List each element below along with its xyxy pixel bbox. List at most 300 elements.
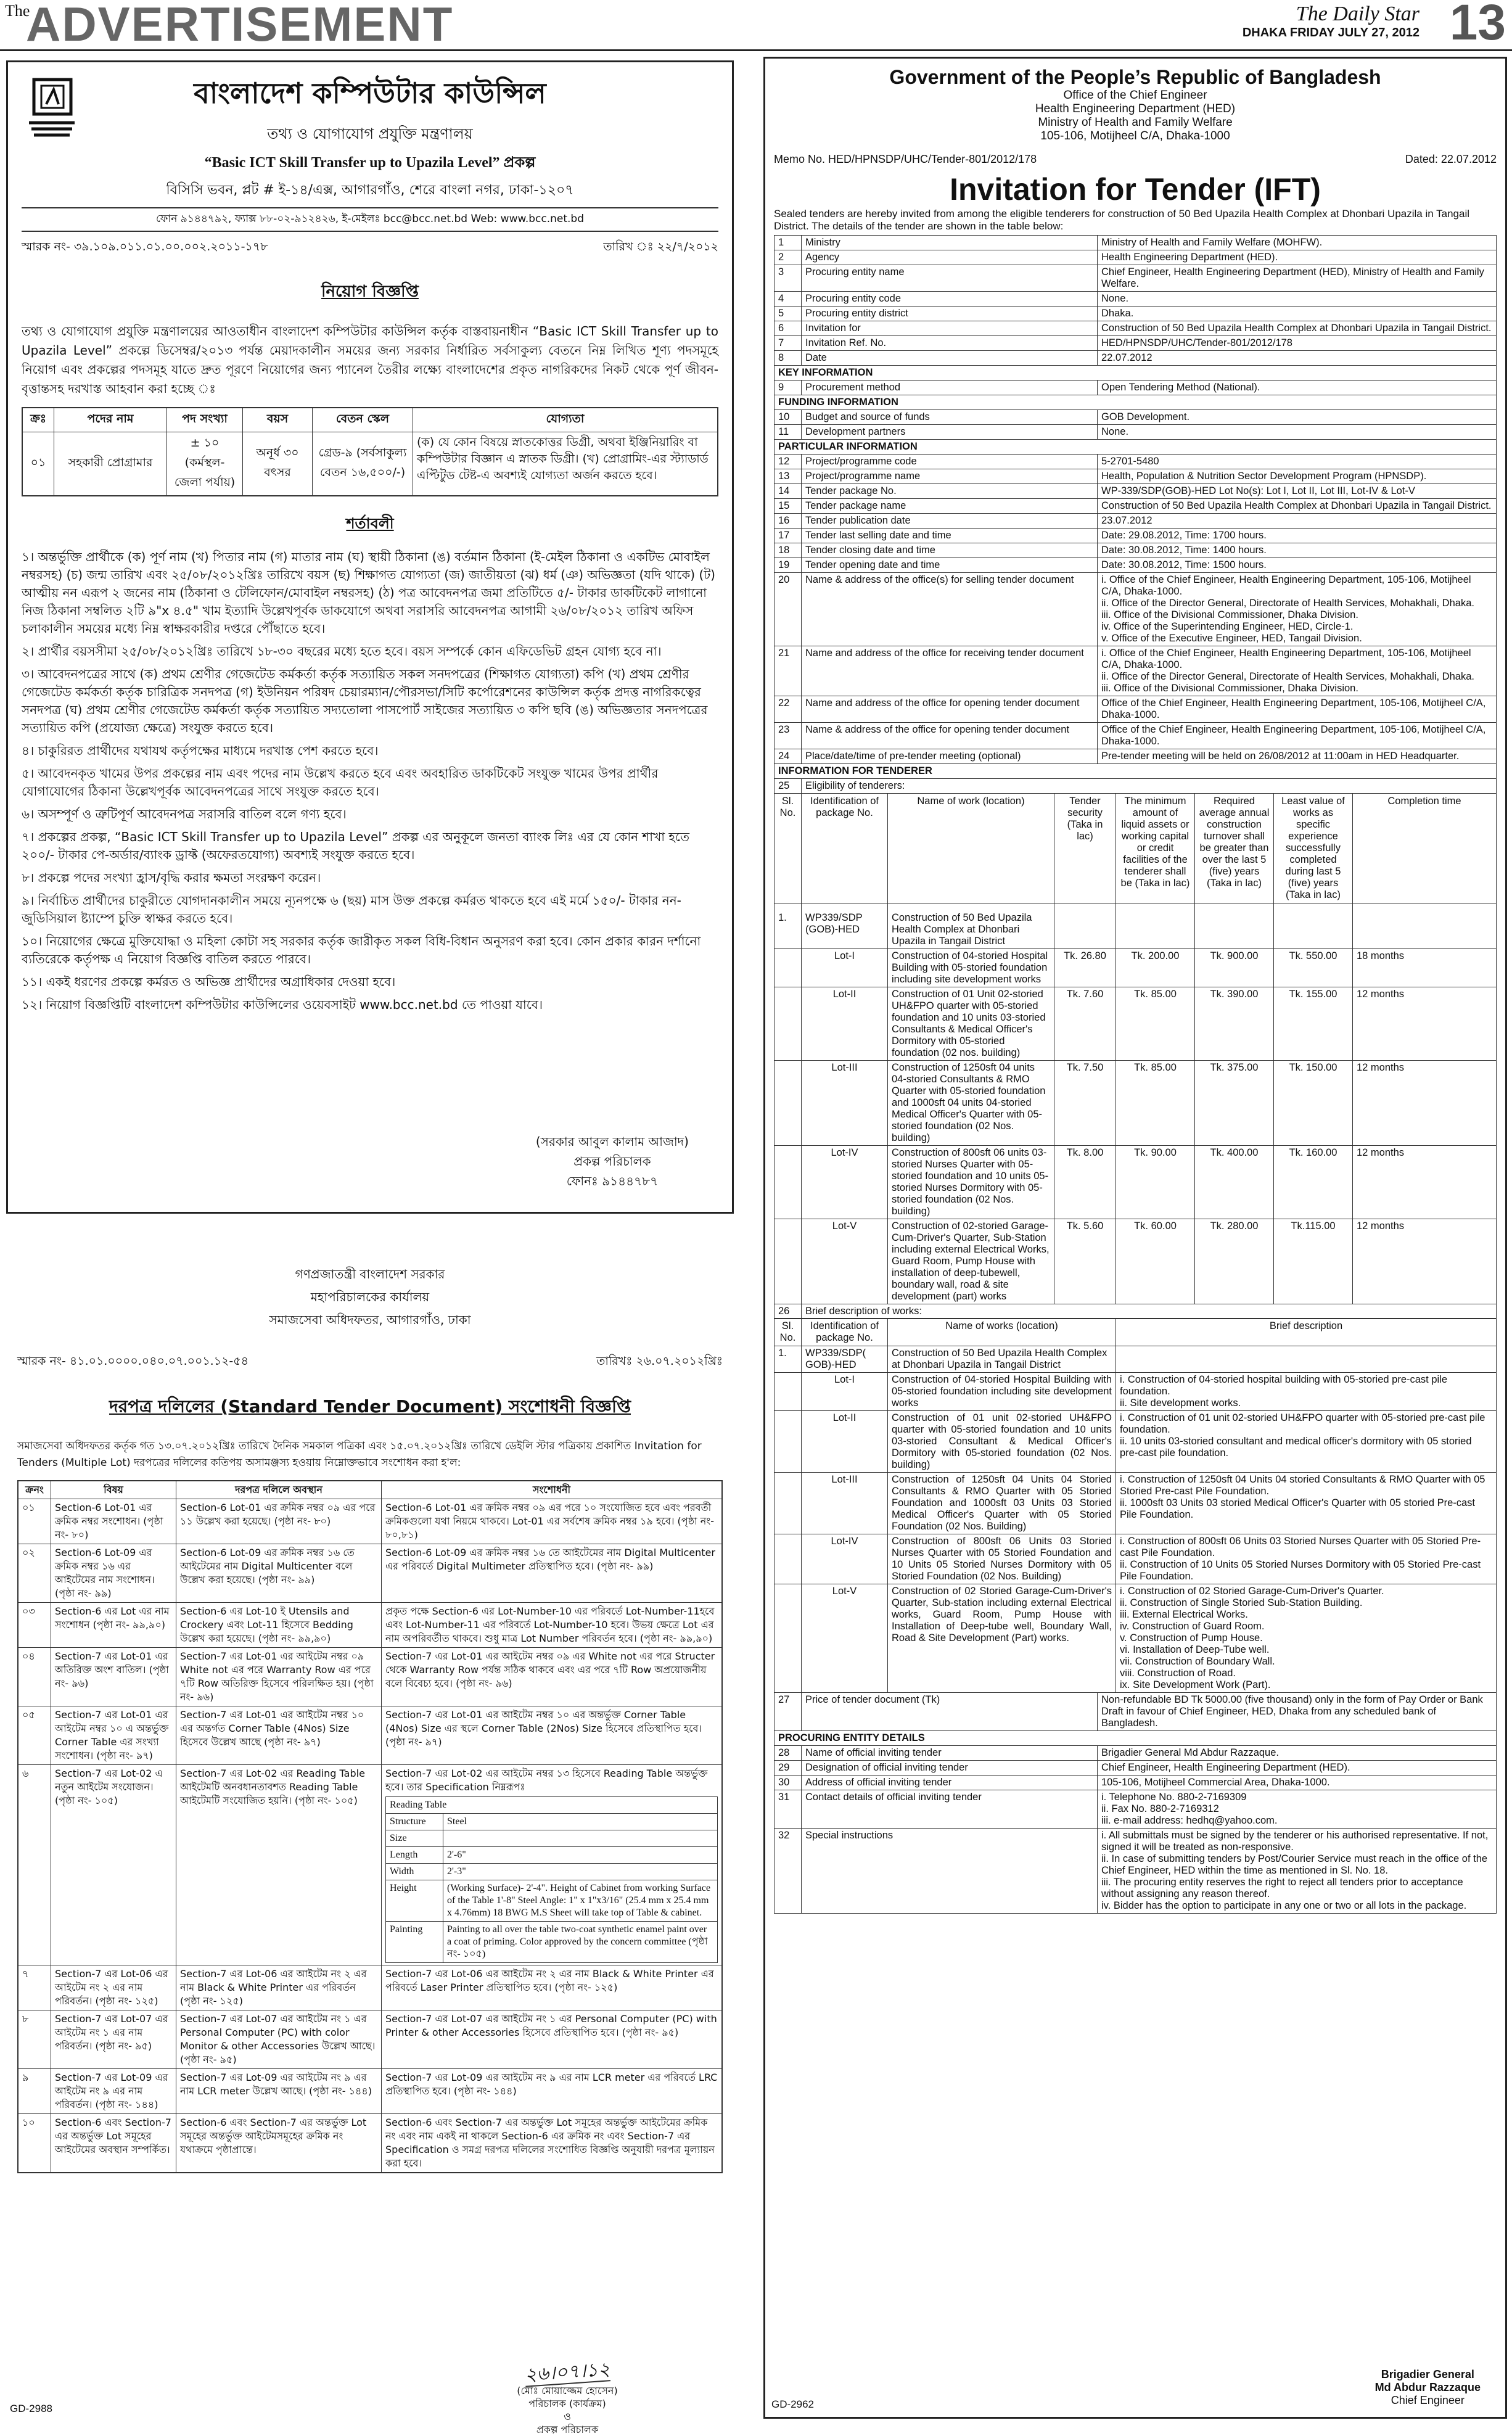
condition-item: ৭। প্রকল্পের প্রকল্প, “Basic ICT Skill Transfer up to Upazila Level” প্রকল্প এর অনুকূলে জনতা ব্যাংক লিঃ এর যে কোন শাখা হতে ২০০/- টাকার পে-অর্ডার/ব্যাংক ড্রাফ্ট (অফেরতযোগ্য) অবশ্যই সংযুক্ত করতে হবে। bbox=[22, 829, 689, 862]
cell-sl bbox=[774, 1411, 802, 1473]
cell-turnover: Tk. 280.00 bbox=[1195, 1219, 1274, 1304]
cell-revision bbox=[382, 1765, 723, 1965]
cell-subject: Section-7 এর Lot-06 এর আইটেম নং ২ এর নাম পরিবর্তন। (পৃষ্ঠা নং- ১২৫) bbox=[51, 1965, 176, 2010]
row-value bbox=[1098, 1828, 1497, 1913]
cell-liquid-assets: Tk. 85.00 bbox=[1116, 1060, 1195, 1145]
row-value: HED/HPNSDP/UHC/Tender-801/2012/178 bbox=[1098, 336, 1497, 351]
spec-value: 2'-3" bbox=[443, 1864, 718, 1880]
cell-package: WP339/SDP( GOB)-HED bbox=[802, 1346, 888, 1373]
bcc-notice-title: নিয়োগ বিজ্ঞপ্তি bbox=[321, 282, 419, 301]
row-value: Chief Engineer, Health Engineering Department (HED). bbox=[1098, 1760, 1497, 1775]
amend-dept: সমাজসেবা অধিদফতর, আগারগাঁও, ঢাকা bbox=[269, 1312, 471, 1327]
condition-item: ৯। নির্বাচিত প্রার্থীদের চাকুরীতে যোগদানকালীন সময়ে ন্যূনপক্ষে ৬ (ছয়) মাস উক্ত প্রকল্পে কর্মরত থাকতে হবে এই মর্মে ১৫০/- টাকার নন-জুডিসিয়াল ষ্ট্যাম্পে চুক্তি স্বাক্ষর করতে হবে। bbox=[22, 893, 681, 926]
cell-liquid-assets: Tk. 85.00 bbox=[1116, 987, 1195, 1060]
table-row bbox=[18, 1499, 722, 1544]
amend-signer-title: পরিচালক (কার্যক্রম) bbox=[528, 2398, 606, 2409]
ift-ad-code: GD-2962 bbox=[771, 2398, 814, 2410]
row-value bbox=[1098, 1790, 1497, 1828]
ift-address: 105-106, Motijheel C/A, Dhaka-1000 bbox=[1040, 130, 1230, 142]
cell-sl bbox=[774, 1473, 802, 1534]
row-label: Procuring entity district bbox=[802, 307, 1098, 321]
row-value: WP-339/SDP(GOB)-HED Lot No(s): Lot I, Lot II, Lot III, Lot-IV & Lot-V bbox=[1098, 484, 1497, 499]
cell-completion: 12 months bbox=[1353, 1145, 1497, 1219]
cell-security: Tk. 7.60 bbox=[1054, 987, 1116, 1060]
cell-lot: Lot-I bbox=[802, 1373, 888, 1411]
table-row bbox=[774, 1346, 1497, 1373]
row-value bbox=[1098, 646, 1497, 696]
cell-age: অনূর্ধ ৩০ বৎসর bbox=[243, 432, 313, 496]
list-item: i. Construction of 04-storied hospital building with 05-storied pre-cast pile foundation. bbox=[1120, 1374, 1448, 1397]
row-label: Tender opening date and time bbox=[802, 558, 1098, 573]
condition-item: ১২। নিয়োগ বিজ্ঞপ্তিটি বাংলাদেশ কম্পিউটার কাউন্সিলের ওয়েবসাইট www.bcc.net.bd তে পাওয়া যাবে। bbox=[22, 997, 543, 1012]
col-header: Identification of package No. bbox=[802, 793, 888, 903]
cell-sl bbox=[774, 1584, 802, 1693]
bcc-conditions-title: শর্তাবলী bbox=[346, 515, 394, 532]
row-value: Health Engineering Department (HED). bbox=[1098, 250, 1497, 265]
row-number: 5 bbox=[774, 307, 802, 321]
row-number: 31 bbox=[774, 1790, 802, 1828]
cell-lot: Lot-II bbox=[802, 1411, 888, 1473]
row-value: Pre-tender meeting will be held on 26/08/2012 at 11:00am in HED Headquarter. bbox=[1098, 749, 1497, 764]
table-row bbox=[774, 573, 1497, 646]
cell-lot: Lot-III bbox=[802, 1473, 888, 1534]
cell-sl bbox=[774, 987, 802, 1060]
cell-work: Construction of 02 Storied Garage-Cum-Driver's Quarter, Sub-station including external Electrical works, Guard Room, Pump House with Installation of Deep-tube well, Boundary Wall, Road & Site Development (Part) works. bbox=[888, 1584, 1116, 1693]
invitation-for-tender-ad bbox=[763, 57, 1507, 2419]
bcc-recruitment-ad bbox=[6, 60, 734, 1214]
table-row bbox=[774, 1828, 1497, 1913]
cell-position: Section-7 এর Lot-02 এর Reading Table আইটেমটি অনবধানতাবশত Reading Table আইটেমটি সংযোজিত হয়নি। (পৃষ্ঠা নং- ১০৫) bbox=[176, 1765, 382, 1965]
table-row bbox=[774, 250, 1497, 265]
cell-revision: Section-7 এর Lot-01 এর আইটেম নম্বর ০৯ এর White not এর পরে Structer থেকে Warranty Row পর্যন্ত সঠিক থাকবে এবং এর পরে ৭টি Row অপ্রয়োজনীয় বলে বিবেচ্য হবে। (পৃষ্ঠা নং- ৯৬) bbox=[382, 1648, 723, 1706]
cell-sl: ০১ bbox=[22, 432, 54, 496]
col-header: Identification of package No. bbox=[802, 1319, 888, 1346]
table-row bbox=[774, 903, 1497, 948]
row-number: 10 bbox=[774, 410, 802, 425]
table-row bbox=[774, 514, 1497, 529]
table-row bbox=[774, 1145, 1497, 1219]
col-header: The minimum amount of liquid assets or working capital or credit facilities of the tenderer shall be (Taka in lac) bbox=[1116, 793, 1195, 903]
ift-eligibility-table bbox=[774, 793, 1497, 1319]
list-item: ii. 10 units 03-storied consultant and medical officer's dormitory with 05 storied pre-cast pile foundation. bbox=[1120, 1436, 1472, 1459]
row-label: Ministry bbox=[802, 236, 1098, 250]
condition-item: ৫। আবেদনকৃত খামের উপর প্রকল্পের নাম এবং পদের নাম উল্লেখ করতে হবে এবং অবহারিত ডাকটিকেট সংযুক্ত খামের উপর প্রার্থীর যোগাযোগের ঠিকানা উল্লেখপূর্বক আবেদনপত্রের সাথে সংযুক্ত করতে হবে। bbox=[22, 766, 659, 799]
row-number: 20 bbox=[774, 573, 802, 646]
col-header: Name of work (location) bbox=[888, 793, 1054, 903]
table-row bbox=[774, 321, 1497, 336]
row-label: Price of tender document (Tk) bbox=[802, 1692, 1098, 1730]
condition-item: ৩। আবেদনপত্রের সাথে (ক) প্রথম শ্রেণীর গেজেটেড কর্মকর্তা কর্তৃক সত্যায়িত সকল সনদপত্রের (শিক্ষাগত যোগ্যতা) কপি (খ) প্রথম শ্রেণীর গেজেটেড কর্মকর্তা কর্তৃক চারিত্রিক সনদপত্র (গ) ইউনিয়ন পরিষদ চেয়ারম্যান/পৌরসভা/সিটি কর্পোরেশনের কাউন্সিল কর্তৃক প্রদত্ত নাগরিকত্বের সনদপত্র (ঘ) প্রথম শ্রেণীর গেজেটেড কর্মকর্তা কর্তৃক সত্যায়িত সদ্যতোলা পাসপোর্ট সাইজের সত্যায়িত ৩ কপি ছবি (ঙ) অভিজ্ঞতার সনদপত্রের সত্যায়িত কপি (প্রযোজ্য ক্ষেত্রে) সংযুক্ত করতে হবে। bbox=[22, 667, 708, 735]
row-number: 8 bbox=[774, 351, 802, 366]
cell-experience: Tk. 150.00 bbox=[1274, 1060, 1353, 1145]
cell-liquid-assets: Tk. 60.00 bbox=[1116, 1219, 1195, 1304]
list-item: iii. e-mail address: hedhq@yahoo.com. bbox=[1101, 1814, 1278, 1826]
bcc-logo bbox=[25, 76, 81, 150]
ift-main-table bbox=[774, 235, 1497, 794]
cell-revision: Section-6 Lot-01 এর ক্রমিক নম্বর ০৯ এর পরে ১০ সংযোজিত হবে এবং পরবর্তী ক্রমিকগুলো যথা নিয়মে থাকবে। Lot-01 এর সর্বশেষ ক্রমিক নম্বর ১৯ হবে। (পৃষ্ঠা নং- ৮০,৮১) bbox=[382, 1499, 723, 1544]
bcc-memo: স্মারক নং- ৩৯.১০৯.০১১.০১.০০.০০২.২০১১-১৭৮ bbox=[22, 240, 268, 253]
row-label: Tender package name bbox=[802, 499, 1098, 514]
row-label: Project/programme name bbox=[802, 469, 1098, 484]
list-item: ii. Office of the Director General, Directorate of Health Services, Mohakhali, Dhaka. bbox=[1101, 598, 1474, 609]
list-item: iii. Office of the Divisional Commissioner, Dhaka Division. bbox=[1101, 683, 1358, 694]
table-row bbox=[774, 455, 1497, 469]
list-item: ii. Site development works. bbox=[1120, 1397, 1241, 1409]
row-value: Non-refundable BD Tk 5000.00 (five thousand) only in the form of Pay Order or Bank Draft in favour of Chief Engineer, HED, Dhaka from any scheduled bank of Bangladesh. bbox=[1098, 1692, 1497, 1730]
row-number: 18 bbox=[774, 543, 802, 558]
ift-office: Office of the Chief Engineer bbox=[1063, 89, 1207, 102]
amend-signer-role: প্রকল্প পরিচালক bbox=[536, 2424, 599, 2435]
row-label: Name of official inviting tender bbox=[802, 1745, 1098, 1760]
list-item: iii. The procuring entity reserves the right to reject all tenders prior to acceptance without assigning any reason thereof. bbox=[1101, 1876, 1463, 1899]
bcc-conditions bbox=[22, 548, 718, 1014]
table-row bbox=[774, 749, 1497, 764]
ift-section-tenderer: INFORMATION FOR TENDERER bbox=[774, 764, 1497, 779]
list-item: i. Office of the Chief Engineer, Health Engineering Department, 105-106, Motijheel C/A, Dhaka-1000. bbox=[1101, 574, 1471, 597]
ift-signer-name: Md Abdur Razzaque bbox=[1374, 2381, 1481, 2393]
cell-lot: Lot-II bbox=[802, 987, 888, 1060]
row-value bbox=[1098, 573, 1497, 646]
row-value: Construction of 50 Bed Upazila Health Complex at Dhonbari Upazila in Tangail District. bbox=[1098, 321, 1497, 336]
list-item: ii. Fax No. 880-2-7169312 bbox=[1101, 1803, 1219, 1814]
ift-signer-rank: Brigadier General bbox=[1381, 2368, 1474, 2380]
cell-sl bbox=[774, 1219, 802, 1304]
row-label: Name and address of the office for receiving tender document bbox=[802, 646, 1098, 696]
row-value: Dhaka. bbox=[1098, 307, 1497, 321]
row-number: 14 bbox=[774, 484, 802, 499]
row-value: GOB Development. bbox=[1098, 410, 1497, 425]
table-row bbox=[774, 1775, 1497, 1790]
row-value: Ministry of Health and Family Welfare (MOHFW). bbox=[1098, 236, 1497, 250]
cell-security: Tk. 7.50 bbox=[1054, 1060, 1116, 1145]
cell-description bbox=[1116, 1411, 1497, 1473]
row-value: Date: 29.08.2012, Time: 1700 hours. bbox=[1098, 529, 1497, 543]
cell-package: WP339/SDP (GOB)-HED bbox=[802, 903, 888, 948]
cell-scale: গ্রেড-৯ (সর্বসাকুল্য বেতন ১৬,৫০০/-) bbox=[313, 432, 413, 496]
bcc-date: তারিখ ঃ ২২/৭/২০১২ bbox=[603, 240, 718, 253]
cell-work: Construction of 1250sft 04 units 04-storied Consultants & RMO Quarter with 05-storied foundation and 1000sft 04 units 04-storied Medical Officer's Quarter with 05-storied foundation (02 Nos. building) bbox=[888, 1060, 1054, 1145]
cell-sl: ০৩ bbox=[18, 1603, 51, 1648]
cell-work: Construction of 01 Unit 02-storied UH&FPO quarter with 05-storied foundation and 10 units 03-storied Consultants & Medical Officer's Dormitory with 05-storied foundation (02 nos. building) bbox=[888, 987, 1054, 1060]
spec-key: Height bbox=[386, 1880, 443, 1922]
cell-experience: Tk. 155.00 bbox=[1274, 987, 1353, 1060]
cell-completion: 18 months bbox=[1353, 948, 1497, 987]
row-label: Procuring entity name bbox=[802, 265, 1098, 292]
col-header: বিষয় bbox=[51, 1481, 176, 1499]
col-header: Name of works (location) bbox=[888, 1319, 1116, 1346]
cell-work: Construction of 800sft 06 Units 03 Storied Nurses Quarter with 05 Storied Foundation and 10 Units 05 Storied Nurses Dormitory with 05 Storied Foundation (02 Nos. Building) bbox=[888, 1534, 1116, 1584]
issue-date: DHAKA FRIDAY JULY 27, 2012 bbox=[1242, 26, 1420, 39]
cell-work: Construction of 01 unit 02-storied UH&FPO quarter with 05-storied foundation and 10 units 03-storied Consultant & Medical Officer's Dormitory with 05-storied foundation (02 Nos. building) bbox=[888, 1411, 1116, 1473]
masthead-mini-logo: The bbox=[5, 2, 30, 20]
row-value: Office of the Chief Engineer, Health Engineering Department, 105-106, Motijheel C/A, Dhaka-1000. bbox=[1098, 696, 1497, 723]
row-label: Agency bbox=[802, 250, 1098, 265]
spec-title: Reading Table bbox=[386, 1797, 718, 1814]
cell-subject: Section-6 Lot-01 এর ক্রমিক নম্বর সংশোধন। (পৃষ্ঠা নং- ৮০) bbox=[51, 1499, 176, 1544]
table-row bbox=[774, 484, 1497, 499]
cell-revision: প্রকৃত পক্ষে Section-6 এর Lot-Number-10 এর পরিবর্তে Lot-Number-11হবে এবং Lot-Number-11 এর পরিবর্তে Lot-Number-10 হবে। উভয় ক্ষেত্রে Lot এর নাম অপরিবর্তীত থাকবে। শুধু মাত্র Lot Number পরিবর্তন হবে। (পৃষ্ঠা নং- ৯৯,৯০) bbox=[382, 1603, 723, 1648]
table-row bbox=[774, 1060, 1497, 1145]
spec-key: Structure bbox=[386, 1814, 443, 1830]
cell-turnover: Tk. 400.00 bbox=[1195, 1145, 1274, 1219]
newspaper-name: The Daily Star bbox=[1296, 2, 1420, 25]
cell-liquid-assets: Tk. 90.00 bbox=[1116, 1145, 1195, 1219]
cell-work: Construction of 04-storied Hospital Building with 05-storied foundation including site development works bbox=[888, 1373, 1116, 1411]
cell-position: Section-6 Lot-01 এর ক্রমিক নম্বর ০৯ এর পরে ১১ উল্লেখ করা হয়েছে। (পৃষ্ঠা নং- ৮০) bbox=[176, 1499, 382, 1544]
list-item: iv. Bidder has the option to participate in any one or two or all lots in the package. bbox=[1101, 1899, 1467, 1911]
row-number: 30 bbox=[774, 1775, 802, 1790]
ift-footer-table bbox=[774, 1692, 1497, 1914]
row-number: 11 bbox=[774, 425, 802, 440]
reading-table-spec bbox=[385, 1796, 718, 1963]
ift-section-key: KEY INFORMATION bbox=[774, 366, 1497, 381]
condition-item: ১১। একই ধরণের প্রকল্পে কর্মরত ও অভিজ্ঞ প্রার্থীদের অগ্রাধিকার দেওয়া হবে। bbox=[22, 974, 396, 989]
bcc-contact: ফোন ৯১৪৪৭৯২, ফ্যাক্স ৮৮-০২-৯১২৪২৬, ই-মেইলঃ bcc@bcc.net.bd Web: www.bcc.net.bd bbox=[22, 207, 718, 232]
cell-sl: ৬ bbox=[18, 1765, 51, 1965]
cell-security: Tk. 5.60 bbox=[1054, 1219, 1116, 1304]
row-number: 26 bbox=[774, 1304, 802, 1319]
spec-value: Painting to all over the table two-coat synthetic enamel paint over a coat of priming. Color approved by the concern committee (পৃষ্ঠা নং- ১০৫) bbox=[443, 1922, 718, 1963]
list-item: ix. Site Development Work (Part). bbox=[1120, 1679, 1271, 1690]
ift-signature-block bbox=[1375, 2368, 1481, 2407]
table-row bbox=[774, 1304, 1497, 1319]
cell-sl: ৭ bbox=[18, 1965, 51, 2010]
row-label: Tender last selling date and time bbox=[802, 529, 1098, 543]
cell-subject: Section-6 এর Lot এর নাম সংশোধন (পৃষ্ঠা নং- ৯৯,৯০) bbox=[51, 1603, 176, 1648]
row-number: 9 bbox=[774, 381, 802, 395]
list-item: ii. 1000sft 03 Units 03 storied Medical Officer's Quarter with 05 storied Pre-cast Pile Foundation. bbox=[1120, 1497, 1476, 1520]
list-item: iii. External Electrical Works. bbox=[1120, 1609, 1248, 1620]
col-header: Sl. No. bbox=[774, 793, 802, 903]
row-label: Tender publication date bbox=[802, 514, 1098, 529]
row-number: 12 bbox=[774, 455, 802, 469]
computer-icon bbox=[25, 76, 81, 150]
row-number: 28 bbox=[774, 1745, 802, 1760]
table-row bbox=[774, 1584, 1497, 1693]
bcc-signature-block bbox=[536, 1132, 689, 1191]
list-item: vii. Construction of Boundary Wall. bbox=[1120, 1656, 1275, 1667]
table-row bbox=[774, 987, 1497, 1060]
section-title: ADVERTISEMENT bbox=[26, 0, 454, 51]
cell-security: Tk. 26.80 bbox=[1054, 948, 1116, 987]
spec-key: Length bbox=[386, 1847, 443, 1864]
ift-section-procuring: PROCURING ENTITY DETAILS bbox=[774, 1730, 1497, 1745]
cell-subject: Section-7 এর Lot-09 এর আইটেম নং ৯ এর নাম পরিবর্তন। (পৃষ্ঠা নং- ১৪৪) bbox=[51, 2069, 176, 2114]
col-header: Required average annual construction turnover shall be greater than over the last 5 (five) years (Taka in lac) bbox=[1195, 793, 1274, 903]
row-number: 7 bbox=[774, 336, 802, 351]
row-label: Eligibility of tenderers: bbox=[802, 779, 1497, 794]
cell-sl: ৯ bbox=[18, 2069, 51, 2114]
row-label: Name & address of the office(s) for selling tender document bbox=[802, 573, 1098, 646]
list-item: iii. Office of the Divisional Commissioner, Dhaka Division. bbox=[1101, 609, 1358, 620]
row-label: Invitation Ref. No. bbox=[802, 336, 1098, 351]
cell-position: Section-6 Lot-09 এর ক্রমিক নম্বর ১৬ তে আইটেমের নাম Digital Multicenter বলে উল্লেখ করা হয়েছে। (পৃষ্ঠা নং- ৯৯) bbox=[176, 1544, 382, 1603]
row-value: None. bbox=[1098, 425, 1497, 440]
row-label: Development partners bbox=[802, 425, 1098, 440]
table-row bbox=[774, 1411, 1497, 1473]
cell-revision: Section-7 এর Lot-06 এর আইটেম নং ২ এর নাম Black & White Printer এর পরিবর্তে Laser Printer প্রতিস্থাপিত হবে। (পৃষ্ঠা নং- ১২৫) bbox=[382, 1965, 723, 2010]
condition-item: ৮। প্রকল্পে পদের সংখ্যা হ্রাস/বৃদ্ধি করার ক্ষমতা সংরক্ষণ করেন। bbox=[22, 870, 321, 885]
tender-amendment-ad bbox=[6, 1258, 734, 2435]
table-row bbox=[18, 1706, 722, 1765]
cell-work: Construction of 04-storied Hospital Building with 05-storied foundation including site development works bbox=[888, 948, 1054, 987]
col-header: বেতন স্কেল bbox=[313, 408, 413, 432]
ift-intro: Sealed tenders are hereby invited from among the eligible tenderers for construction of 50 Bed Upazila Health Complex at Dhonbari Upazila in Tangail District. The details of the tender are shown in the table below: bbox=[774, 208, 1469, 232]
row-label: Tender package No. bbox=[802, 484, 1098, 499]
col-header: পদ সংখ্যা bbox=[167, 408, 243, 432]
row-value: Date: 30.08.2012, Time: 1500 hours. bbox=[1098, 558, 1497, 573]
row-value: Open Tendering Method (National). bbox=[1098, 381, 1497, 395]
cell-sl: 1. bbox=[774, 1346, 802, 1373]
row-number: 6 bbox=[774, 321, 802, 336]
table-row bbox=[18, 1648, 722, 1706]
ift-brief-table bbox=[774, 1318, 1497, 1693]
spec-key: Painting bbox=[386, 1922, 443, 1963]
table-row bbox=[22, 432, 718, 496]
row-number: 21 bbox=[774, 646, 802, 696]
row-number: 13 bbox=[774, 469, 802, 484]
table-row bbox=[774, 1760, 1497, 1775]
row-number: 23 bbox=[774, 723, 802, 749]
table-row bbox=[774, 1373, 1497, 1411]
row-label: Designation of official inviting tender bbox=[802, 1760, 1098, 1775]
cell-sl: ০৫ bbox=[18, 1706, 51, 1765]
col-header: Brief description bbox=[1116, 1319, 1497, 1346]
row-number: 29 bbox=[774, 1760, 802, 1775]
cell-subject: Section-7 এর Lot-07 এর আইটেম নং ১ এর নাম পরিবর্তন। (পৃষ্ঠা নং- ৯৫) bbox=[51, 2010, 176, 2069]
row-number: 17 bbox=[774, 529, 802, 543]
table-row bbox=[774, 646, 1497, 696]
row-number: 24 bbox=[774, 749, 802, 764]
table-row bbox=[774, 1473, 1497, 1534]
bcc-ministry: তথ্য ও যোগাযোগ প্রযুক্তি মন্ত্রণালয় bbox=[267, 125, 473, 142]
cell-work: Construction of 50 Bed Upazila Health Complex at Dhonbari Upazila in Tangail District bbox=[888, 1346, 1116, 1373]
cell-sl: ১০ bbox=[18, 2114, 51, 2173]
cell-experience: Tk. 550.00 bbox=[1274, 948, 1353, 987]
cell-position: Section-7 এর Lot-09 এর আইটেম নং ৯ এর নাম LCR meter উল্লেখ আছে। (পৃষ্ঠা নং- ১৪৪) bbox=[176, 2069, 382, 2114]
table-row bbox=[18, 1765, 722, 1965]
cell-completion: 12 months bbox=[1353, 1060, 1497, 1145]
list-item: v. Construction of Pump House. bbox=[1120, 1632, 1263, 1644]
table-row bbox=[18, 2114, 722, 2173]
row-label: Project/programme code bbox=[802, 455, 1098, 469]
cell-subject: Section-7 এর Lot-01 এর অতিরিক্ত অংশ বাতিল। (পৃষ্ঠা নং- ৯৬) bbox=[51, 1648, 176, 1706]
cell-revision: Section-7 এর Lot-09 এর আইটেম নং ৯ এর নাম LCR meter এর পরিবর্তে LRC প্রতিস্থাপিত হবে। (পৃষ্ঠা নং- ১৪৪) bbox=[382, 2069, 723, 2114]
cell-position: Section-6 এর Lot-10 ই Utensils and Crockery এবং Lot-11 হিসেবে Bedding উল্লেখ করা হয়েছে। (পৃষ্ঠা নং- ৯৯,৯০) bbox=[176, 1603, 382, 1648]
col-header: Tender security (Taka in lac) bbox=[1054, 793, 1116, 903]
col-header: দরপত্র দলিলে অবস্থান bbox=[176, 1481, 382, 1499]
row-number: 1 bbox=[774, 236, 802, 250]
bcc-intro: তথ্য ও যোগাযোগ প্রযুক্তি মন্ত্রণালয়ের আওতাধীন বাংলাদেশ কম্পিউটার কাউন্সিল কর্তৃক বাস্তবায়নাধীন “Basic ICT Skill Transfer up to Upazila Level” প্রকল্পে ডিসেম্বর/২০১৩ পর্যন্ত মেয়াদকালীন সময়ের জন্য সরকার নির্ধারিত সর্বসাকুল্য বেতনে নিম্ন লিখিত শূণ্য পদসমূহে নিয়োগ এবং প্রকল্পের পদসমূহ যাতে দ্রুত পূরণে নিয়োগের জন্য প্যানেল তৈরীর লক্ষ্যে বাংলাদেশের প্রকৃত নাগরিকদের নিকট থেকে পূর্ণ জীবন-বৃত্তান্তসহ দরখাস্ত আহবান করা হচ্ছে ঃ bbox=[22, 324, 718, 396]
table-row bbox=[774, 1692, 1497, 1730]
col-header: ক্রনং bbox=[18, 1481, 51, 1499]
cell-completion: 12 months bbox=[1353, 1219, 1497, 1304]
cell-subject: Section-6 Lot-09 এর ক্রমিক নম্বর ১৬ এর আইটেমের নাম সংশোধন। (পৃষ্ঠা নং- ৯৯) bbox=[51, 1544, 176, 1603]
cell-position: Section-7 এর Lot-06 এর আইটেম নং ২ এর নাম Black & White Printer এর পরিবর্তন (পৃষ্ঠা নং- ১২৫) bbox=[176, 1965, 382, 2010]
row-value: 105-106, Motijheel Commercial Area, Dhaka-1000. bbox=[1098, 1775, 1497, 1790]
row-number: 25 bbox=[774, 779, 802, 794]
table-row bbox=[774, 1534, 1497, 1584]
cell-work: Construction of 50 Bed Upazila Health Complex at Dhonbari Upazila in Tangail District bbox=[888, 903, 1054, 948]
amend-signer-name: (মোঃ মোয়াজ্জেম হোসেন) bbox=[517, 2385, 618, 2397]
cell-sl bbox=[774, 1373, 802, 1411]
table-row bbox=[18, 1544, 722, 1603]
spec-key: Size bbox=[386, 1830, 443, 1847]
col-header: Completion time bbox=[1353, 793, 1497, 903]
cell-description bbox=[1116, 1534, 1497, 1584]
row-value: 22.07.2012 bbox=[1098, 351, 1497, 366]
row-number: 27 bbox=[774, 1692, 802, 1730]
page-header bbox=[0, 0, 1512, 51]
row-value: None. bbox=[1098, 292, 1497, 307]
cell-sl bbox=[774, 1060, 802, 1145]
table-row bbox=[774, 410, 1497, 425]
list-item: i. Telephone No. 880-2-7169309 bbox=[1101, 1791, 1247, 1803]
condition-item: ৪। চাকুরিরত প্রার্থীদের যথাযথ কর্তৃপক্ষের মাধ্যমে দরখাস্ত পেশ করতে হবে। bbox=[22, 743, 379, 758]
amend-memo: স্মারক নং- ৪১.০১.০০০০.০৪০.০৭.০০১.১২-৫৪ bbox=[17, 1354, 249, 1368]
cell-position: Section-7 এর Lot-01 এর আইটেম নম্বর ০৯ White not এর পরে Warranty Row এর পরে ৭টি Row অতিরিক্ত হিসেবে পরিলক্ষিত হয়। (পৃষ্ঠা নং- ৯৬) bbox=[176, 1648, 382, 1706]
cell-sl bbox=[774, 948, 802, 987]
table-row bbox=[774, 1790, 1497, 1828]
row-label: Brief description of works: bbox=[802, 1304, 1497, 1319]
cell-lot: Lot-III bbox=[802, 1060, 888, 1145]
cell-sl: 1. bbox=[774, 903, 802, 948]
cell-subject: Section-7 এর Lot-01 এর আইটেম নম্বর ১০ এ অন্তর্ভুক্ত Corner Table এর সংখ্যা সংশোধন। (পৃষ্ঠা নং- ৯৭) bbox=[51, 1706, 176, 1765]
table-row bbox=[774, 1745, 1497, 1760]
table-row bbox=[774, 543, 1497, 558]
amend-office: মহাপরিচালকের কার্যালয় bbox=[310, 1290, 430, 1304]
bcc-signer-name: (সরকার আবুল কালাম আজাদ) bbox=[535, 1134, 689, 1149]
cell-sl bbox=[774, 1534, 802, 1584]
ift-section-funding: FUNDING INFORMATION bbox=[774, 395, 1497, 410]
row-label: Special instructions bbox=[802, 1828, 1098, 1913]
cell-experience: Tk.115.00 bbox=[1274, 1219, 1353, 1304]
col-header: বয়স bbox=[243, 408, 313, 432]
row-label: Contact details of official inviting tender bbox=[802, 1790, 1098, 1828]
cell-subject: Section-6 এবং Section-7 এর অন্তর্ভুক্ত Lot সমূহের আইটেমের অবস্থান সম্পর্কিত। bbox=[51, 2114, 176, 2173]
cell-lot: Lot-IV bbox=[802, 1534, 888, 1584]
row-value: Date: 30.08.2012, Time: 1400 hours. bbox=[1098, 543, 1497, 558]
amend-handwritten-signature: ২৬।০৭।১২ bbox=[524, 2359, 611, 2387]
amend-date: তারিখঃ ২৬.০৭.২০১২খ্রিঃ bbox=[596, 1354, 723, 1368]
table-row bbox=[18, 2069, 722, 2114]
page-number: 13 bbox=[1449, 0, 1506, 51]
bcc-signer-phone: ফোনঃ ৯১৪৪৭৮৭ bbox=[566, 1174, 659, 1188]
condition-item: ২। প্রার্থীর বয়সসীমা ২৫/০৮/২০১২খ্রিঃ তারিখে ১৮-৩০ বছরের মধ্যে হতে হবে। বয়স সম্পর্কে কোন এফিডেভিট গ্রহন যোগ্য হবে না। bbox=[22, 644, 662, 659]
list-item: v. Office of the Executive Engineer, HED, Tangail Division. bbox=[1101, 633, 1362, 644]
row-label: Name & address of the office for opening tender document bbox=[802, 723, 1098, 749]
list-item: ii. Construction of 10 Units 05 Storied Nurses Dormitory with 05 Storied Pre-cast Pile Foundation. bbox=[1120, 1559, 1481, 1582]
row-value: 5-2701-5480 bbox=[1098, 455, 1497, 469]
list-item: viii. Construction of Road. bbox=[1120, 1668, 1236, 1679]
table-row bbox=[774, 236, 1497, 250]
spec-value bbox=[443, 1830, 718, 1847]
row-label: Invitation for bbox=[802, 321, 1098, 336]
cell-lot: Lot-IV bbox=[802, 1145, 888, 1219]
ift-title: Invitation for Tender (IFT) bbox=[950, 172, 1321, 207]
col-header: Sl. No. bbox=[774, 1319, 802, 1346]
list-item: i. Construction of 01 unit 02-storied UH&FPO quarter with 05-storied pre-cast pile foundation. bbox=[1120, 1412, 1485, 1435]
list-item: ii. Office of the Director General, Directorate of Health Services, Mohakhali, Dhaka. bbox=[1101, 671, 1474, 682]
row-number: 15 bbox=[774, 499, 802, 514]
cell-sl: ০১ bbox=[18, 1499, 51, 1544]
spec-value: 2'-6" bbox=[443, 1847, 718, 1864]
ift-signer-title: Chief Engineer bbox=[1391, 2394, 1465, 2406]
ift-ministry: Ministry of Health and Family Welfare bbox=[1038, 116, 1233, 129]
table-row bbox=[774, 265, 1497, 292]
row-label: Procurement method bbox=[802, 381, 1098, 395]
cell-completion: 12 months bbox=[1353, 987, 1497, 1060]
